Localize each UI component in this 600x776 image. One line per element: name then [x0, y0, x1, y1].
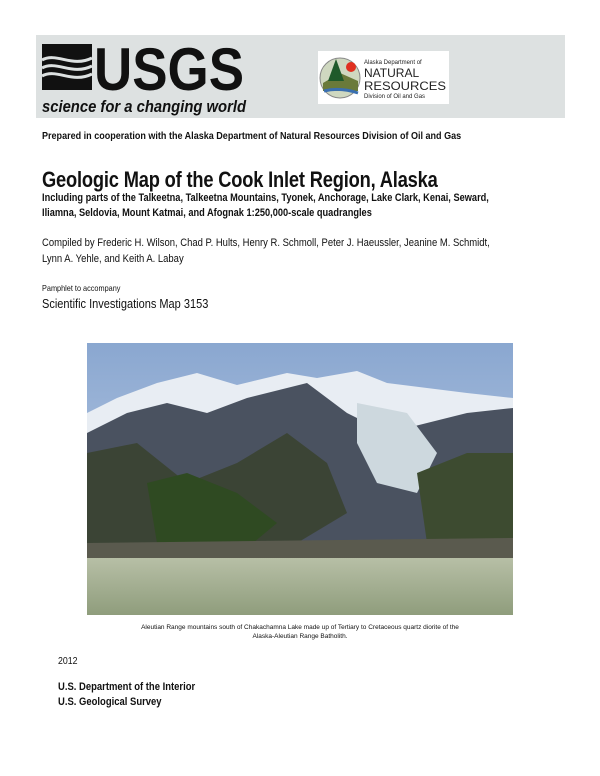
pamphlet-label: Pamphlet to accompany [42, 283, 121, 293]
authors-line: Lynn A. Yehle, and Keith A. Labay [42, 253, 184, 265]
svg-text:RESOURCES: RESOURCES [364, 79, 446, 93]
cooperation-statement: Prepared in cooperation with the Alaska Department of Natural Resources Division of Oil and Gas [42, 130, 462, 142]
photo-caption [0, 623, 600, 641]
series-number: Scientific Investigations Map 3153 [42, 297, 209, 311]
svg-text:Alaska Department of: Alaska Department of [364, 60, 422, 66]
svg-text:USGS: USGS [94, 36, 244, 103]
subtitle-line: Including parts of the Talkeetna, Talkeetna Mountains, Tyonek, Anchorage, Lake Clark, Kenai, Seward, [42, 192, 489, 204]
caption-line: Alaska-Aleutian Range Batholith. [252, 633, 348, 640]
publication-year: 2012 [58, 656, 78, 667]
agency-line: U.S. Department of the Interior [58, 681, 196, 693]
cover-photo [87, 343, 513, 615]
svg-text:Division of Oil and Gas: Division of Oil and Gas [364, 94, 426, 100]
subtitle-line: Iliamna, Seldovia, Mount Katmai, and Afognak 1:250,000-scale quadrangles [42, 207, 372, 219]
authors [42, 235, 490, 267]
svg-text:science for a changing world: science for a changing world [42, 97, 247, 116]
caption-line: Aleutian Range mountains south of Chakachamna Lake made up of Tertiary to Cretaceous quartz diorite of the [141, 624, 459, 631]
agency [58, 680, 195, 710]
svg-text:NATURAL: NATURAL [364, 66, 420, 80]
agency-line: U.S. Geological Survey [58, 696, 162, 708]
alaska-dnr-logo [318, 51, 449, 104]
page-title: Geologic Map of the Cook Inlet Region, Alaska [42, 167, 438, 192]
authors-line: Compiled by Frederic H. Wilson, Chad P. Hults, Henry R. Schmoll, Peter J. Haeussler, Jeanine M. Schmidt, [42, 237, 490, 249]
usgs-logo [42, 36, 252, 116]
subtitle [42, 191, 489, 221]
